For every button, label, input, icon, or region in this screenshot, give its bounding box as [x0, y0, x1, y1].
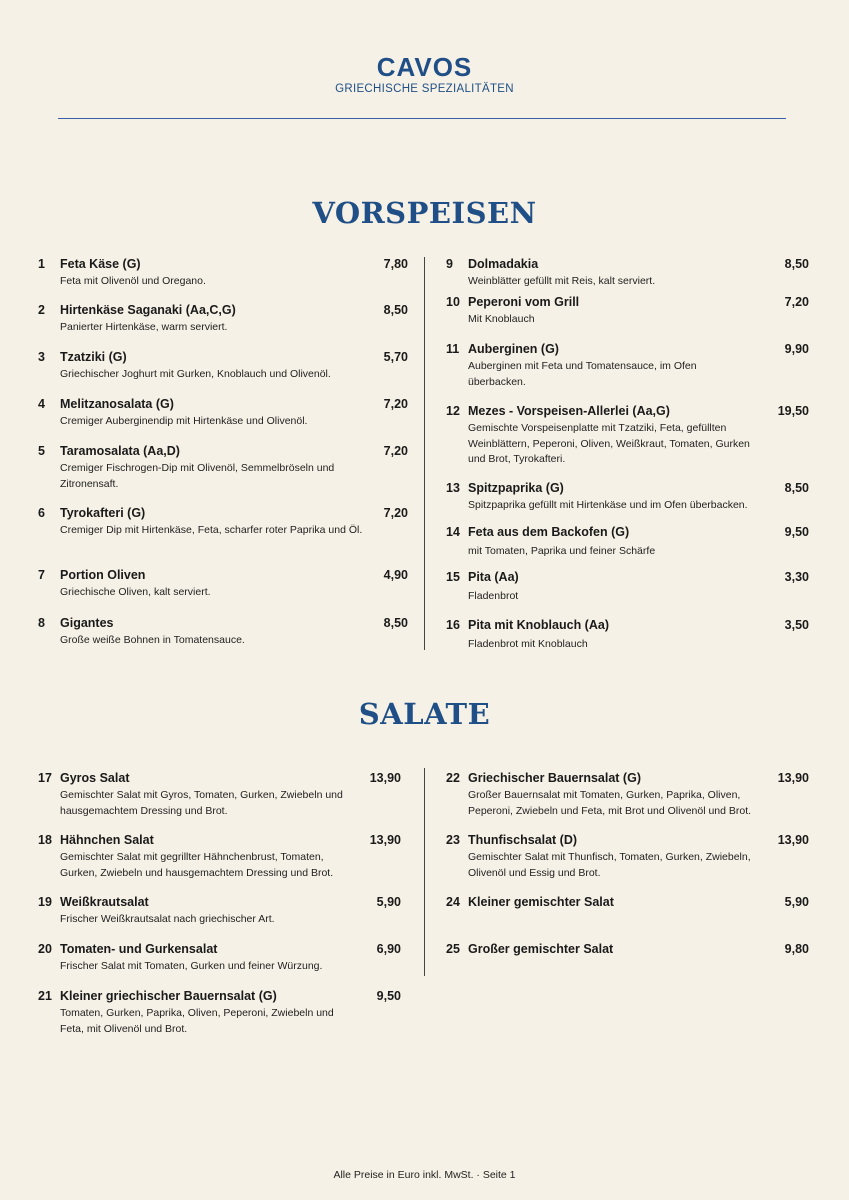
section-title-salate: SALATE [358, 697, 491, 731]
item-number: 3 [38, 350, 45, 364]
item-price: 9,50 [784, 525, 809, 539]
item-name: Spitzpaprika (G) [468, 481, 564, 495]
item-description: Griechischer Joghurt mit Gurken, Knoblauch und Olivenöl. [60, 368, 331, 380]
item-description: Große weiße Bohnen in Tomatensauce. [60, 634, 245, 646]
section-title-vorspeisen: VORSPEISEN [312, 196, 537, 230]
item-price: 13,90 [369, 833, 401, 847]
item-number: 23 [446, 833, 460, 847]
item-price: 13,90 [369, 771, 401, 785]
item-price: 13,90 [777, 833, 809, 847]
item-number: 25 [446, 942, 460, 956]
item-name: Tyrokafteri (G) [60, 506, 146, 520]
item-name: Weißkrautsalat [60, 895, 149, 909]
item-name: Hähnchen Salat [60, 833, 154, 847]
item-number: 1 [38, 257, 45, 271]
item-number: 19 [38, 895, 52, 909]
item-description: Gemischter Salat mit Gyros, Tomaten, Gurken, Zwiebeln und hausgemachtem Dressing und Brot. [60, 789, 343, 817]
item-description: Panierter Hirtenkäse, warm serviert. [60, 321, 228, 333]
item-price: 9,80 [784, 942, 809, 956]
item-name: Tzatziki (G) [60, 350, 127, 364]
item-description: Großer Bauernsalat mit Tomaten, Gurken, Paprika, Oliven, Peperoni, Zwiebeln und Feta, mit Brot und Olivenöl und Brot. [468, 789, 752, 817]
item-name: Peperoni vom Grill [468, 295, 580, 309]
item-description: Frischer Salat mit Tomaten, Gurken und feiner Würzung. [60, 960, 323, 972]
item-price: 5,90 [784, 895, 809, 909]
column-divider [424, 257, 425, 650]
item-description: Mit Knoblauch [468, 313, 535, 325]
item-description: Feta mit Olivenöl und Oregano. [60, 275, 206, 287]
item-price: 5,70 [383, 350, 408, 364]
item-number: 17 [38, 771, 52, 785]
menu-header [0, 52, 849, 95]
item-description: Cremiger Auberginendip mit Hirtenkäse und Olivenöl. [60, 415, 308, 427]
item-price: 8,50 [383, 616, 408, 630]
item-description: Weinblätter gefüllt mit Reis, kalt serviert. [468, 275, 656, 287]
item-name: Feta Käse (G) [60, 257, 141, 271]
item-name: Taramosalata (Aa,D) [60, 444, 180, 458]
item-description: mit Tomaten, Paprika und feiner Schärfe [468, 545, 656, 557]
item-price: 7,20 [784, 295, 809, 309]
item-name: Gyros Salat [60, 771, 130, 785]
item-number: 6 [38, 506, 45, 520]
item-name: Pita (Aa) [468, 570, 519, 584]
item-number: 5 [38, 444, 45, 458]
item-number: 13 [446, 481, 460, 495]
item-price: 3,30 [784, 570, 809, 584]
header-divider [58, 118, 786, 119]
item-number: 7 [38, 568, 45, 582]
item-number: 20 [38, 942, 52, 956]
item-description: Griechische Oliven, kalt serviert. [60, 586, 211, 598]
item-name: Thunfischsalat (D) [468, 833, 578, 847]
item-price: 19,50 [777, 404, 809, 418]
item-price: 8,50 [784, 481, 809, 495]
item-description: Fladenbrot mit Knoblauch [468, 638, 588, 650]
item-name: Melitzanosalata (G) [60, 397, 174, 411]
item-number: 11 [446, 342, 460, 356]
item-number: 24 [446, 895, 460, 909]
item-description: Gemischter Salat mit Thunfisch, Tomaten, Gurken, Zwiebeln, Olivenöl und Essig und Brot. [468, 851, 751, 879]
item-number: 15 [446, 570, 460, 584]
item-description: Gemischter Salat mit gegrillter Hähnchenbrust, Tomaten, Gurken, Zwiebeln und hausgemachtem Dressing und Brot. [60, 851, 334, 879]
item-name: Portion Oliven [60, 568, 146, 582]
item-number: 10 [446, 295, 460, 309]
item-number: 22 [446, 771, 460, 785]
item-price: 4,90 [383, 568, 408, 582]
item-price: 9,50 [376, 989, 401, 1003]
item-price: 7,80 [383, 257, 408, 271]
item-name: Auberginen (G) [468, 342, 559, 356]
item-name: Kleiner griechischer Bauernsalat (G) [60, 989, 277, 1003]
item-number: 14 [446, 525, 460, 539]
item-name: Hirtenkäse Saganaki (Aa,C,G) [60, 303, 236, 317]
item-price: 7,20 [383, 444, 408, 458]
item-description: Tomaten, Gurken, Paprika, Oliven, Peperoni, Zwiebeln und Feta, mit Olivenöl und Brot. [60, 1007, 334, 1035]
item-price: 7,20 [383, 506, 408, 520]
item-description: Auberginen mit Feta und Tomatensauce, im Ofen überbacken. [468, 360, 697, 388]
item-price: 9,90 [784, 342, 809, 356]
item-name: Feta aus dem Backofen (G) [468, 525, 630, 539]
item-name: Pita mit Knoblauch (Aa) [468, 618, 609, 632]
page-footer: Alle Preise in Euro inkl. MwSt. · Seite 1 [333, 1169, 516, 1181]
item-number: 8 [38, 616, 45, 630]
item-price: 8,50 [784, 257, 809, 271]
restaurant-name: CAVOS [376, 52, 473, 82]
item-description: Frischer Weißkrautsalat nach griechischer Art. [60, 913, 275, 925]
item-price: 3,50 [784, 618, 809, 632]
item-name: Griechischer Bauernsalat (G) [468, 771, 641, 785]
item-name: Gigantes [60, 616, 114, 630]
item-number: 4 [38, 397, 45, 411]
item-description: Fladenbrot [468, 590, 519, 602]
item-number: 12 [446, 404, 460, 418]
item-price: 8,50 [383, 303, 408, 317]
item-number: 9 [446, 257, 453, 271]
column-divider [424, 768, 425, 976]
item-description: Cremiger Fischrogen-Dip mit Olivenöl, Semmelbröseln und Zitronensaft. [60, 462, 335, 490]
item-number: 2 [38, 303, 45, 317]
item-name: Großer gemischter Salat [468, 942, 614, 956]
item-description: Spitzpaprika gefüllt mit Hirtenkäse und im Ofen überbacken. [468, 499, 748, 511]
item-price: 6,90 [376, 942, 401, 956]
item-number: 18 [38, 833, 52, 847]
item-price: 13,90 [777, 771, 809, 785]
item-name: Mezes - Vorspeisen-Allerlei (Aa,G) [468, 404, 670, 418]
item-name: Kleiner gemischter Salat [468, 895, 614, 909]
item-name: Tomaten- und Gurkensalat [60, 942, 218, 956]
item-number: 21 [38, 989, 52, 1003]
item-price: 5,90 [376, 895, 401, 909]
item-number: 16 [446, 618, 460, 632]
item-price: 7,20 [383, 397, 408, 411]
item-description: Cremiger Dip mit Hirtenkäse, Feta, scharfer roter Paprika und Öl. [60, 524, 363, 536]
item-name: Dolmadakia [468, 257, 539, 271]
restaurant-subtitle: GRIECHISCHE SPEZIALITÄTEN [335, 83, 514, 95]
item-description: Gemischte Vorspeisenplatte mit Tzatziki, Feta, gefüllten Weinblättern, Peperoni, Oliven, Weißkraut, Tomaten, Gurken und Brot, Tyrokafteri. [468, 422, 750, 465]
